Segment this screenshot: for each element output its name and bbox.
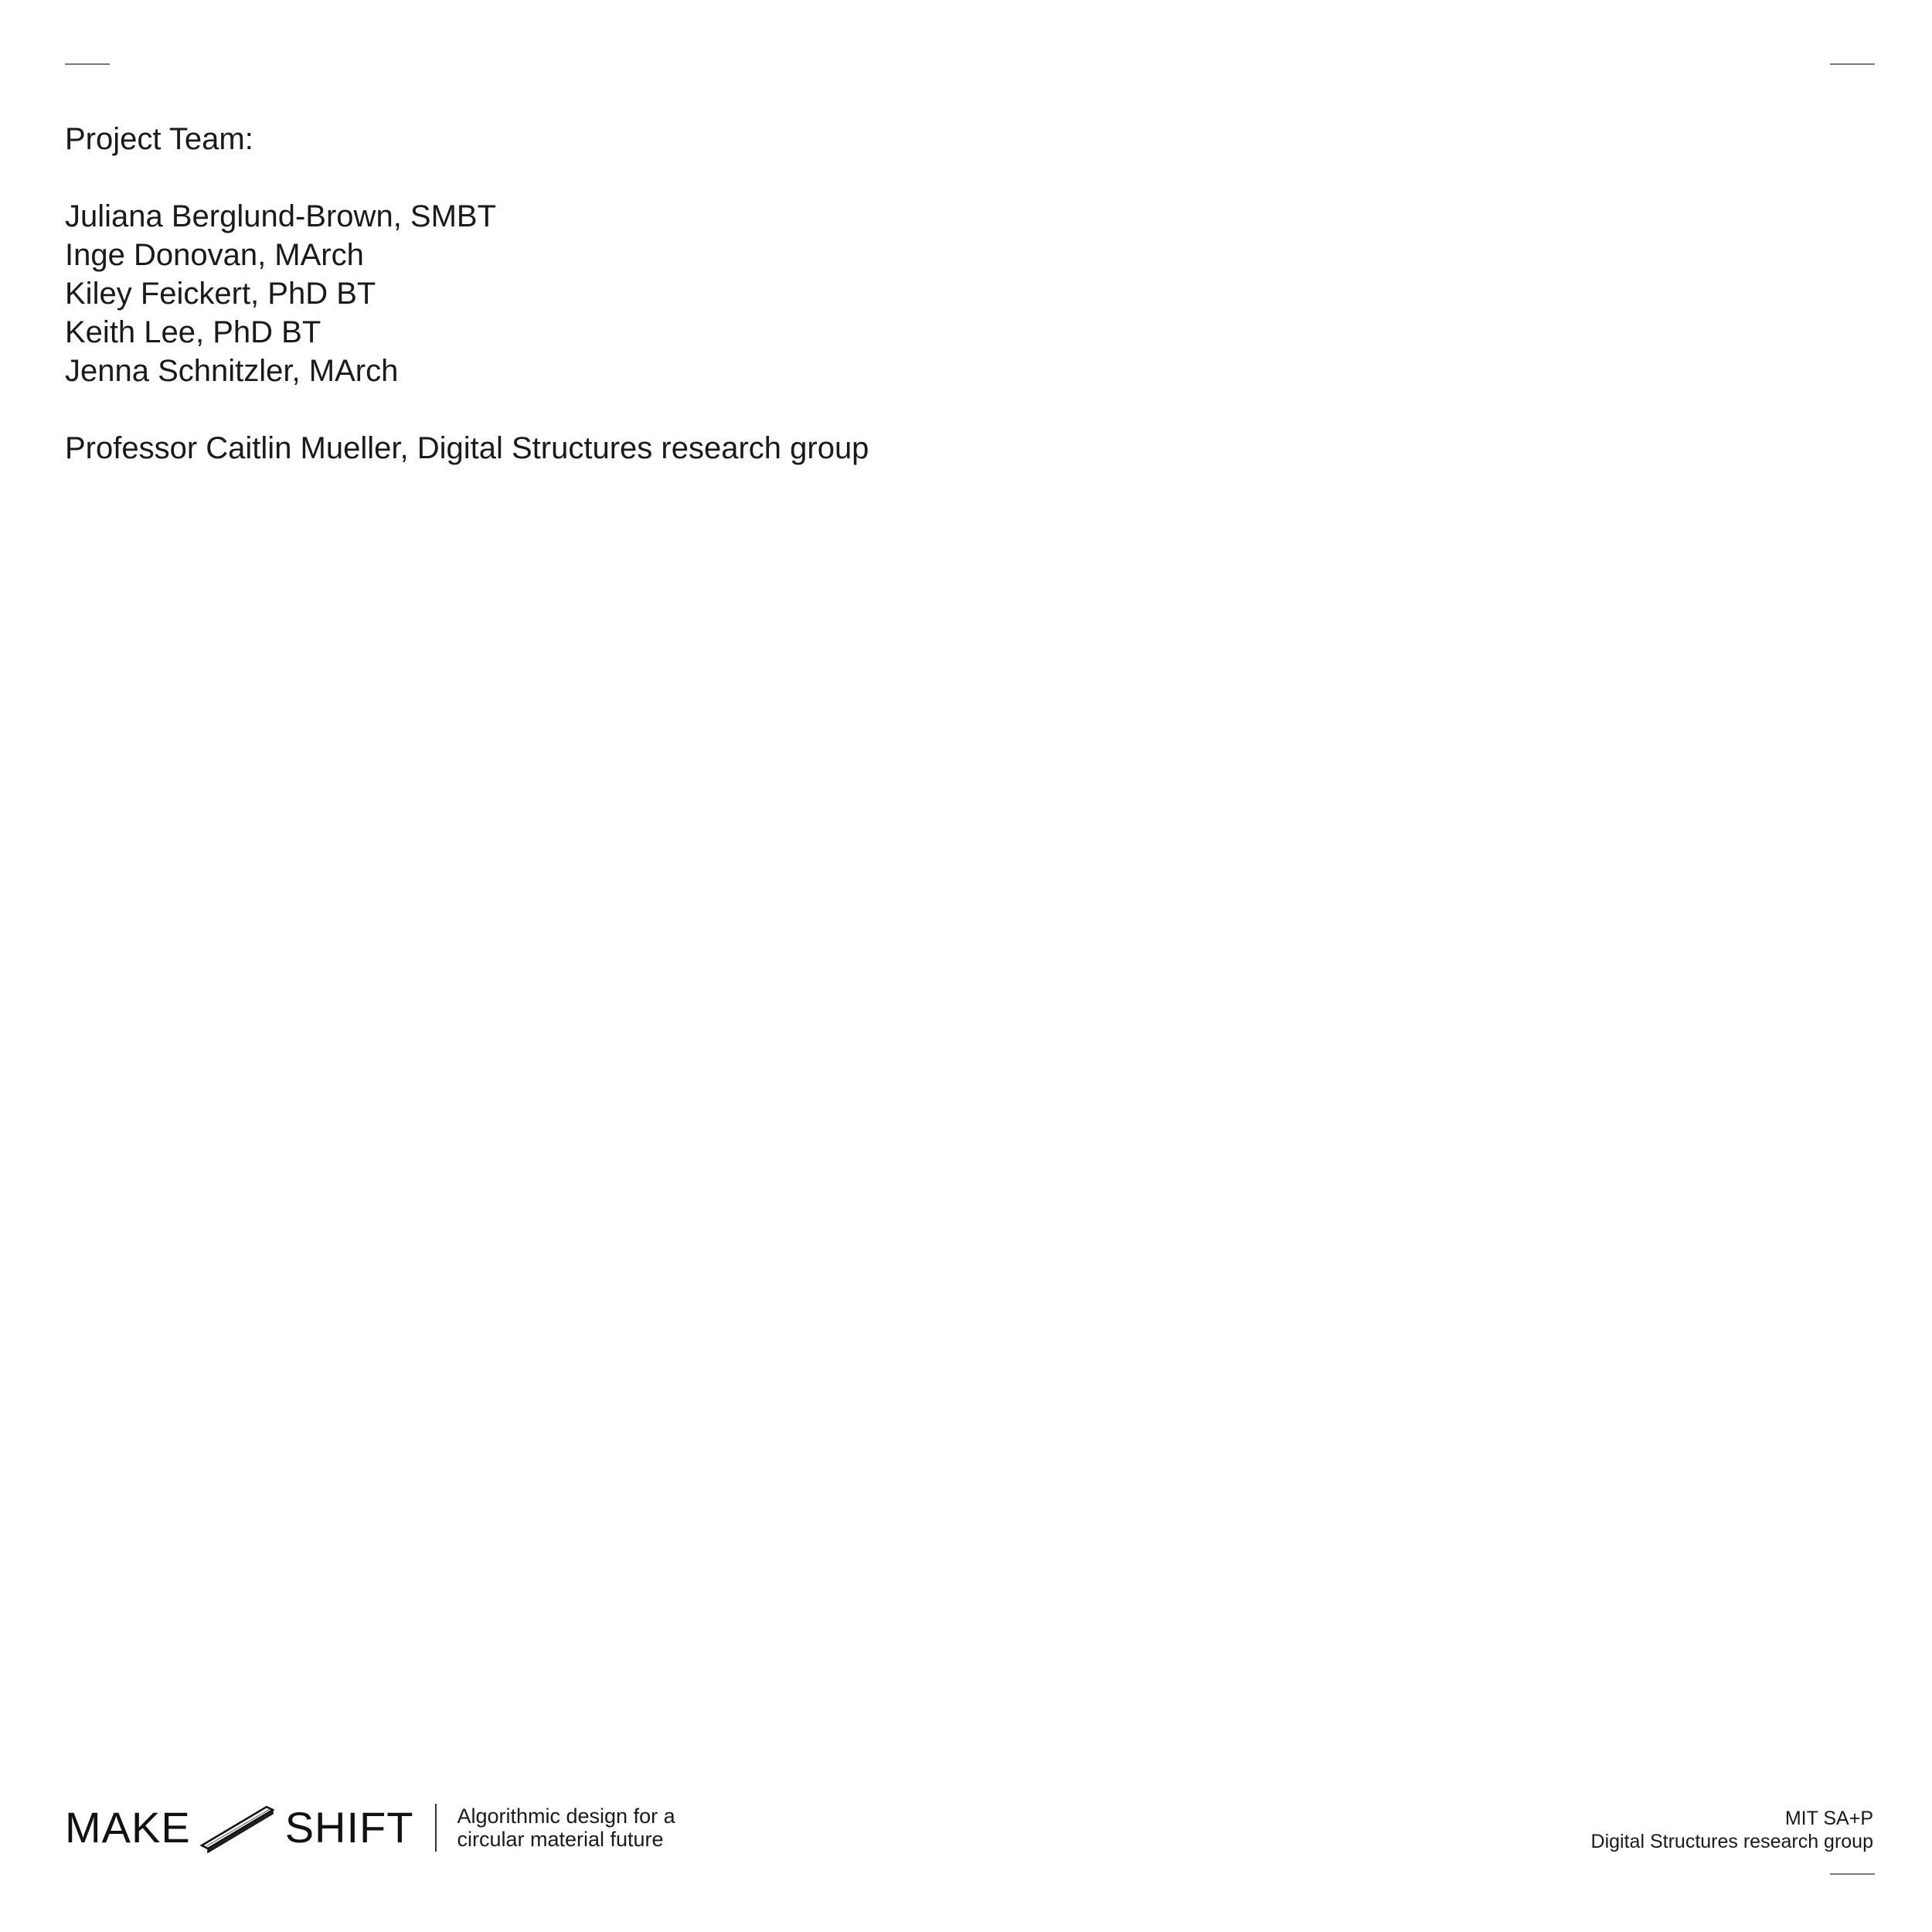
corner-mark-top-left bbox=[65, 63, 110, 65]
corner-mark-top-right bbox=[1830, 63, 1875, 65]
page-heading: Project Team: bbox=[65, 122, 253, 156]
team-member: Keith Lee, PhD BT bbox=[65, 315, 321, 349]
tagline bbox=[457, 1804, 675, 1851]
logo-word-shift: SHIFT bbox=[284, 1803, 414, 1852]
team-member: Kiley Feickert, PhD BT bbox=[65, 277, 376, 311]
team-member: Jenna Schnitzler, MArch bbox=[65, 354, 399, 388]
spacer bbox=[65, 390, 869, 429]
timber-beam-icon bbox=[199, 1801, 276, 1855]
affiliation bbox=[1591, 1807, 1873, 1853]
tagline-line: circular material future bbox=[457, 1828, 664, 1851]
logo-divider bbox=[435, 1804, 437, 1852]
advisor: Professor Caitlin Mueller, Digital Structures research group bbox=[65, 431, 869, 465]
makeshift-logo bbox=[65, 1801, 675, 1855]
tagline-line: Algorithmic design for a bbox=[457, 1804, 675, 1828]
logo-word-make: MAKE bbox=[65, 1803, 191, 1852]
team-member: Inge Donovan, MArch bbox=[65, 238, 364, 272]
credits-block bbox=[65, 120, 869, 468]
affiliation-line: MIT SA+P bbox=[1784, 1808, 1873, 1829]
corner-mark-bottom-right bbox=[1830, 1873, 1875, 1875]
team-member: Juliana Berglund-Brown, SMBT bbox=[65, 199, 497, 233]
spacer bbox=[65, 158, 869, 197]
affiliation-line: Digital Structures research group bbox=[1590, 1831, 1873, 1852]
